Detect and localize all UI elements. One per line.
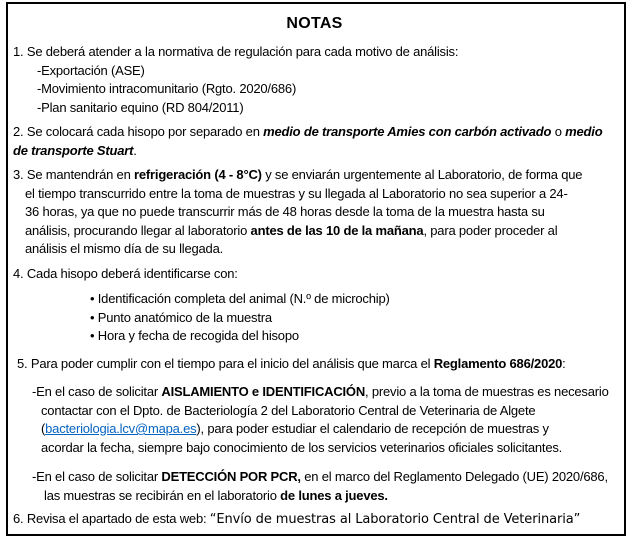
text-segment: (: [41, 421, 46, 436]
text-segment: 3. Se mantendrán en: [13, 167, 135, 182]
note3-line-2: [13, 185, 616, 204]
note1-item-plan-sanitario: [13, 99, 616, 118]
text-segment: contactar con el Dpto. de Bacteriología 2 del Laboratorio Central de Veterinaria de Algete: [41, 402, 536, 418]
text-segment: 36 horas, ya que no puede transcurrir más de 48 horas desde la toma de la muestra hasta su: [25, 204, 545, 219]
note-4-bullets: [90, 290, 616, 346]
text-segment: análisis, procurando llegar al laboratorio: [25, 222, 251, 238]
text-segment: AISLAMIENTO e IDENTIFICACIÓN: [161, 384, 366, 399]
text-segment: , para poder proceder al: [423, 222, 558, 238]
sub1-line-2: [32, 402, 616, 421]
note-1: [13, 43, 616, 117]
note3-line-4: [13, 222, 616, 241]
sub1-line-1: [32, 383, 616, 402]
note3-line-3: [13, 203, 616, 222]
text-segment: y se enviarán urgentemente al Laboratorio, de forma que: [261, 167, 583, 182]
text-segment: • Punto anatómico de la muestra: [90, 309, 272, 325]
text-segment: • Hora y fecha de recogida del hisopo: [90, 328, 299, 343]
note3-line-1: [13, 166, 616, 185]
text-segment: las muestras se recibirán en el laboratorio: [44, 487, 281, 503]
text-segment: Reglamento 686/2020: [433, 355, 563, 371]
text-segment: de lunes a jueves.: [280, 487, 388, 503]
text-segment: 2. Se colocará cada hisopo por separado en: [13, 124, 264, 139]
text-segment: 1. Se deberá atender a la normativa de regulación para cada motivo de análisis:: [13, 44, 459, 59]
note5-intro: [13, 355, 616, 374]
text-segment: • Identificación completa del animal (N.º de microchip): [90, 291, 390, 306]
note1-intro: [13, 43, 616, 62]
text-segment: medio de transporte Amies con carbón activado: [263, 124, 552, 139]
notes-box: [6, 2, 626, 536]
note1-item-export: [13, 62, 616, 81]
sub2-line-2: [32, 487, 616, 506]
text-segment: ), para poder estudiar el calendario de recepción de muestras y: [196, 421, 549, 436]
text-segment: o: [551, 124, 566, 139]
note-4: [13, 265, 616, 284]
text-segment: análisis el mismo día de su llegada.: [25, 241, 224, 256]
text-segment: “Envío de muestras al Laboratorio Central de Veterinaria”: [209, 512, 581, 527]
text-segment: refrigeración (4 - 8°C): [134, 167, 262, 182]
text-segment: medio: [565, 124, 603, 139]
text-segment: -Movimiento intracomunitario (Rgto. 2020/686): [37, 81, 297, 96]
bullet-identificacion: [90, 290, 616, 309]
text-segment: el tiempo transcurrido entre la toma de muestras y su llegada al Laboratorio no sea superior a 24-: [25, 185, 568, 201]
text-segment: 4. Cada hisopo deberá identificarse con:: [13, 265, 238, 281]
note-5-sub-pcr: [32, 468, 616, 505]
text-segment: -Exportación (ASE): [37, 62, 145, 78]
text-segment: -Plan sanitario equino (RD 804/2011): [37, 99, 244, 115]
text-segment: -En el caso de solicitar: [32, 469, 162, 484]
page-title: NOTAS: [286, 15, 343, 32]
note4-intro: [13, 265, 616, 284]
text-segment: :: [562, 355, 566, 371]
text-segment: acordar la fecha, siempre bajo conocimiento de los servicios veterinarios oficiales solicitantes.: [41, 439, 563, 455]
note1-item-intracomunitario: [13, 80, 616, 99]
note6-line: [13, 510, 616, 530]
text-segment: DETECCIÓN POR PCR,: [161, 469, 301, 484]
text-segment: antes de las 10 de la mañana: [250, 222, 424, 238]
note2-line-1: [13, 123, 616, 142]
note3-line-5: [13, 240, 616, 259]
note-3: [13, 166, 616, 259]
note-5: [13, 355, 616, 374]
bullet-punto-anatomico: [90, 309, 616, 328]
sub2-line-1: [32, 468, 616, 487]
email-link[interactable]: bacteriologia.lcv@mapa.es: [45, 421, 197, 436]
bullet-hora-fecha: [90, 327, 616, 346]
note-5-sub-aislamiento: [32, 383, 616, 457]
text-segment: -En el caso de solicitar: [32, 384, 162, 399]
text-segment: 6. Revisa el apartado de esta web:: [13, 511, 210, 526]
text-segment: en el marco del Reglamento Delegado (UE) 2020/686,: [300, 469, 608, 484]
note-6: [13, 510, 616, 530]
text-segment: , previo a la toma de muestras es necesario: [365, 384, 609, 399]
sub1-line-4: [32, 439, 616, 458]
text-segment: de transporte Stuart: [13, 142, 134, 158]
sub1-line-3: [32, 420, 616, 439]
text-segment: 5. Para poder cumplir con el tiempo para el inicio del análisis que marca el: [17, 355, 434, 371]
text-segment: .: [133, 142, 137, 158]
note-2: [13, 123, 616, 160]
note2-line-2: [13, 142, 616, 161]
